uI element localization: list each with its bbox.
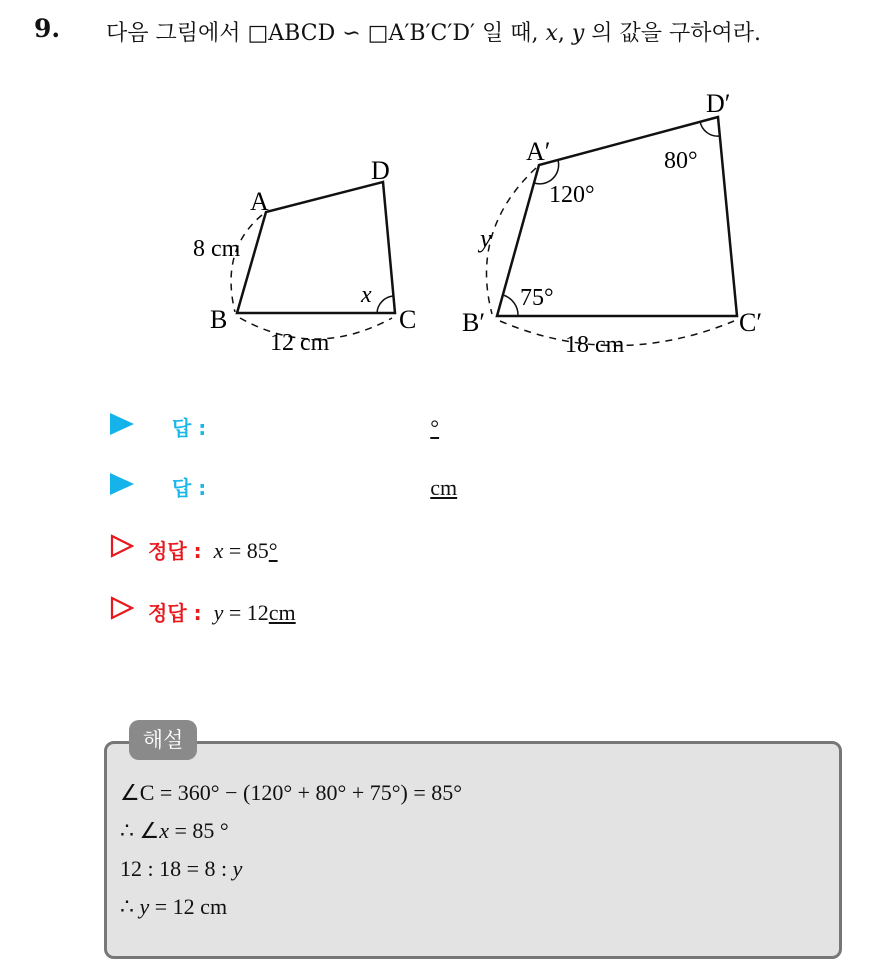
correct-arrow-icon <box>110 534 134 558</box>
label-b-prime: B′ <box>462 308 486 337</box>
expl2-var: x <box>159 818 169 843</box>
explanation-box <box>104 741 842 959</box>
var-y: y <box>571 21 585 46</box>
quad-abcd-prime: □A′B′C′D′ <box>367 21 475 46</box>
label-a: A <box>250 187 269 216</box>
quad-abcd: □ABCD <box>247 21 336 46</box>
correct-arrow-icon <box>110 596 134 620</box>
answer-row-1 <box>110 412 439 441</box>
var-x: x <box>545 21 558 46</box>
expl4-post: = 12 cm <box>149 894 228 919</box>
correct-unit-cm: cm <box>268 600 296 625</box>
question-text-before: 다음 그림에서 <box>106 21 248 46</box>
label-c: C <box>399 305 417 334</box>
answer-row-2 <box>110 472 457 501</box>
explanation-line-1: ∠C = 360° − (120° + 80° + 75°) = 85° <box>120 780 463 805</box>
explanation-tag: 해설 <box>129 720 197 760</box>
label-angle-120: 120° <box>549 182 595 208</box>
label-d: D <box>371 156 390 185</box>
correct-row-2 <box>110 596 296 626</box>
correct-eq-x: = 85 <box>223 538 269 563</box>
answer-arrow-icon <box>110 473 134 495</box>
correct-value-x <box>214 538 278 564</box>
correct-unit-degree: ° <box>268 538 278 563</box>
label-d-prime: D′ <box>706 89 731 118</box>
angle-d-prime-arc <box>700 121 720 136</box>
correct-label: 정답 : <box>148 539 202 563</box>
quadrilateral-figure <box>0 80 884 380</box>
expl2-post: = 85 ° <box>169 818 229 843</box>
answer-arrow-icon <box>110 413 134 435</box>
question-text <box>106 16 761 47</box>
label-side-bc: 12 cm <box>270 330 330 356</box>
expl4-var: y <box>139 894 150 919</box>
label-angle-80: 80° <box>664 148 698 174</box>
question-number: 9. <box>34 14 61 43</box>
answer-blank-cm[interactable]: cm <box>430 475 458 500</box>
angle-c-arc <box>377 296 393 313</box>
label-side-y: y <box>480 224 492 253</box>
answer-label: 답 : <box>172 416 207 440</box>
label-b: B <box>210 305 228 334</box>
similar-symbol: ∽ <box>342 21 361 46</box>
explanation-line-4 <box>120 894 227 920</box>
arc-ab-left <box>231 215 262 312</box>
comma: , <box>557 21 572 46</box>
correct-label: 정답 : <box>148 601 202 625</box>
explanation-line-3 <box>120 856 242 882</box>
answer-label: 답 : <box>172 476 207 500</box>
question-text-mid: 일 때, <box>474 21 546 46</box>
correct-var-x: x <box>213 538 224 563</box>
expl4-pre: ∴ <box>120 894 140 919</box>
label-side-ab: 8 cm <box>193 236 241 262</box>
correct-value-y <box>214 600 296 626</box>
label-angle-x: x <box>361 282 372 308</box>
label-angle-75: 75° <box>520 285 554 311</box>
correct-var-y: y <box>213 600 224 625</box>
question-text-after: 의 값을 구하여라. <box>584 21 762 46</box>
explanation-line-2 <box>120 818 229 844</box>
label-a-prime: A′ <box>526 137 551 166</box>
expl3-var: y <box>232 856 243 881</box>
label-c-prime: C′ <box>739 308 763 337</box>
angle-b-prime-arc <box>503 295 518 316</box>
expl3-pre: 12 : 18 = 8 : <box>120 856 233 881</box>
answer-blank-degree[interactable]: ° <box>430 415 440 440</box>
correct-row-1 <box>110 534 278 564</box>
expl2-pre: ∴ ∠ <box>120 818 160 843</box>
correct-eq-y: = 12 <box>223 600 269 625</box>
label-side-bc-prime: 18 cm <box>565 332 625 358</box>
